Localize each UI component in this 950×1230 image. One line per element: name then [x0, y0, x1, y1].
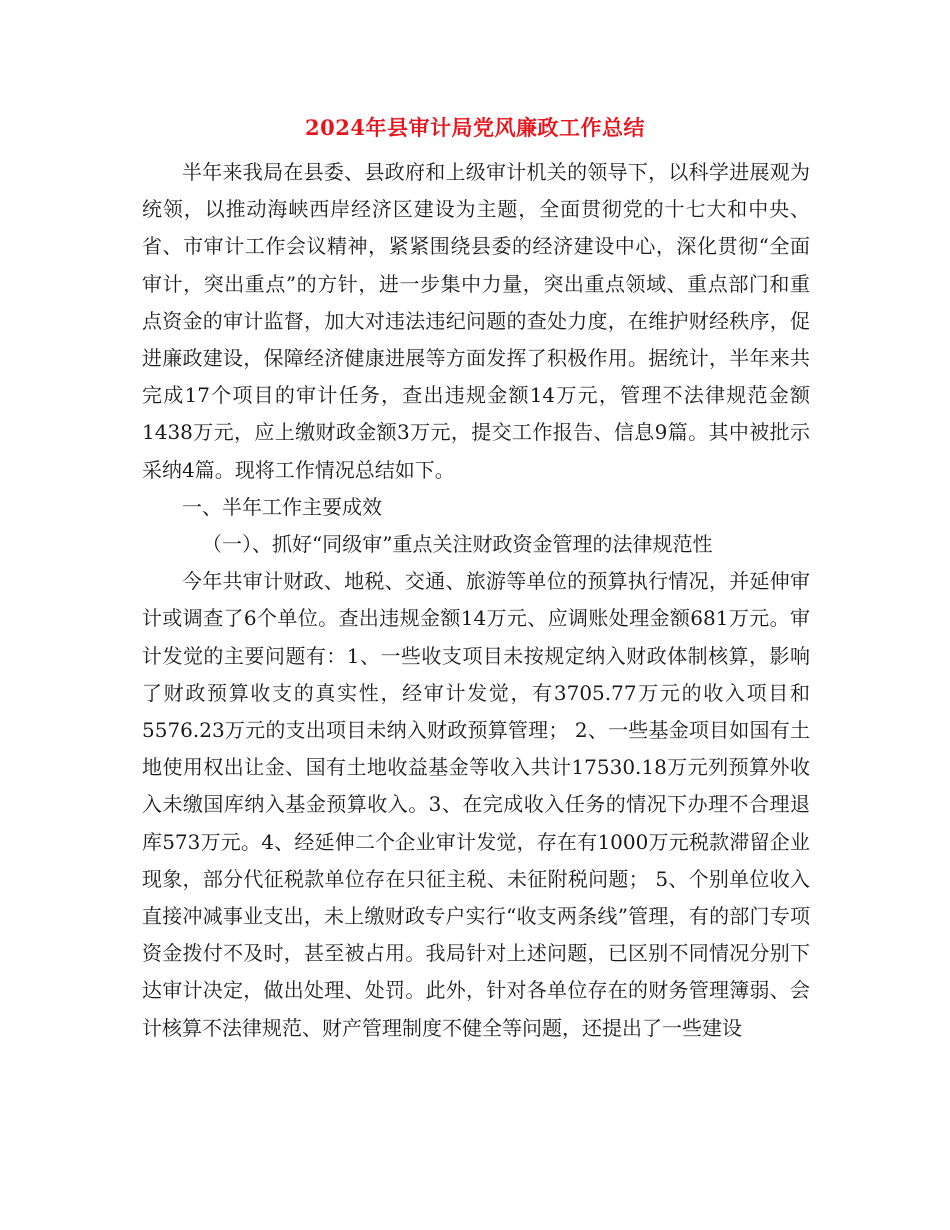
document-body [142, 154, 810, 1047]
subsection-heading: （一）、抓好“同级审”重点关注财政资金管理的法律规范性 [202, 532, 713, 557]
subsection-paragraph: 今年共审计财政、地税、交通、旅游等单位的预算执行情况，并延伸审计或调查了6个单位。查出违规金额14万元、应调账处理金额681万元。审计发觉的主要问题有：1、一些收支项目未按规定纳入财政体制核算，影响了财政预算收支的真实性，经审计发觉，有3705.77万元的收入项目和5576.23万元的支出项目未纳入财政预算管理； 2、一些基金项目如国有土地使用权出让金、国有土地收益基金等收入共计17530.18万元列预算外收入未缴国库纳入基金预算收入。3、在完成收入任务的情况下办理不合理退库573万元。4、经延伸二个企业审计发觉，存在有1000万元税款滞留企业现象，部分代征税款单位存在只征主税、未征附税问题； 5、个别单位收入直接冲减事业支出，未上缴财政专户实行“收支两条线”管理，有的部门专项资金拨付不及时，甚至被占用。我局针对上述问题，已区别不同情况分别下达审计决定，做出处理、处罚。此外，针对各单位存在的财务管理簿弱、会计核算不法律规范、财产管理制度不健全等问题，还提出了一些建设 [142, 569, 810, 1040]
section-heading: 一、半年工作主要成效 [182, 494, 382, 519]
intro-paragraph: 半年来我局在县委、县政府和上级审计机关的领导下，以科学进展观为统领，以推动海峡西岸经济区建设为主题，全面贯彻党的十七大和中央、省、市审计工作会议精神，紧紧围绕县委的经济建设中心，深化贯彻“全面审计，突出重点”的方针，进一步集中力量，突出重点领域、重点部门和重点资金的审计监督，加大对违法违纪问题的查处力度，在维护财经秩序，促进廉政建设，保障经济健康进展等方面发挥了积极作用。据统计，半年来共完成17个项目的审计任务，查出违规金额14万元，管理不法律规范金额1438万元，应上缴财政金额3万元，提交工作报告、信息9篇。其中被批示采纳4篇。现将工作情况总结如下。 [142, 160, 810, 482]
document-title: 2024年县审计局党风廉政工作总结 [305, 115, 645, 140]
